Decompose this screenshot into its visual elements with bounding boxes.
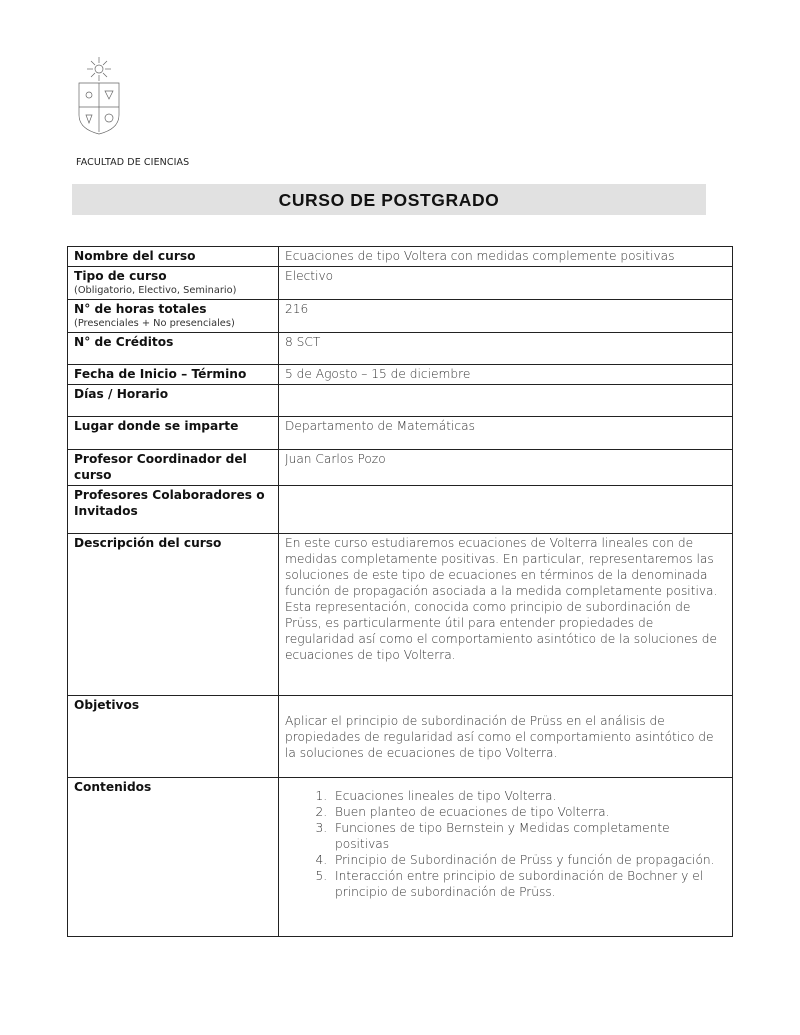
- row-label: Descripción del curso: [68, 534, 279, 696]
- table-row: [68, 333, 733, 365]
- table-row: [68, 417, 733, 450]
- list-item: 1. Ecuaciones lineales de tipo Volterra.: [331, 788, 726, 804]
- collaborators-value: [279, 486, 733, 534]
- table-row: [68, 385, 733, 417]
- schedule-value: [279, 385, 733, 417]
- course-type-value: Electivo: [279, 267, 733, 300]
- table-row: [68, 365, 733, 385]
- row-label: Días / Horario: [68, 385, 279, 417]
- table-row: [68, 534, 733, 696]
- page-title: CURSO DE POSTGRADO: [278, 190, 500, 210]
- university-seal-logo: [76, 55, 122, 135]
- row-label: Lugar donde se imparte: [68, 417, 279, 450]
- list-item: 5. Interacción entre principio de subordinación de Bochner y el principio de subordinación de Prüss.: [331, 868, 726, 900]
- row-label: Profesores Colaboradores o Invitados: [68, 486, 279, 534]
- list-item: 3. Funciones de tipo Bernstein y Medidas completamente positivas: [331, 820, 726, 852]
- table-row: [68, 300, 733, 333]
- table-row: [68, 778, 733, 937]
- objectives-value: Aplicar el principio de subordinación de Prüss en el análisis de propiedades de regularidad así como el comportamiento asintótico de la soluciones de ecuaciones de tipo Volterra.: [279, 696, 733, 778]
- row-label: N° de Créditos: [68, 333, 279, 365]
- course-name-value: Ecuaciones de tipo Voltera con medidas complemente positivas: [279, 247, 733, 267]
- row-label: Nombre del curso: [68, 247, 279, 267]
- table-row: [68, 696, 733, 778]
- list-item: 4. Principio de Subordinación de Prüss y función de propagación.: [331, 852, 726, 868]
- description-value: En este curso estudiaremos ecuaciones de Volterra lineales con de medidas completamente positivas. En particular, representaremos las soluciones de este tipo de ecuaciones en términos de la denominada función de propagación asociada a la medida completamente positiva. Esta representación, conocida como principio de subordinación de Prüss, es particularmente útil para entender propiedades de regularidad así como el comportamiento asintótico de la soluciones de ecuaciones de tipo Volterra.: [279, 534, 733, 696]
- row-label: Fecha de Inicio – Término: [68, 365, 279, 385]
- location-value: Departamento de Matemáticas: [279, 417, 733, 450]
- title-banner: [72, 184, 706, 215]
- contents-list: [285, 788, 726, 900]
- row-label: N° de horas totales (Presenciales + No presenciales): [68, 300, 279, 333]
- list-item: 2. Buen planteo de ecuaciones de tipo Volterra.: [331, 804, 726, 820]
- coordinator-value: Juan Carlos Pozo: [279, 450, 733, 486]
- total-hours-value: 216: [279, 300, 733, 333]
- table-row: [68, 247, 733, 267]
- row-label: Objetivos: [68, 696, 279, 778]
- row-label: Profesor Coordinador del curso: [68, 450, 279, 486]
- dates-value: 5 de Agosto – 15 de diciembre: [279, 365, 733, 385]
- credits-value: 8 SCT: [279, 333, 733, 365]
- row-label: Tipo de curso (Obligatorio, Electivo, Seminario): [68, 267, 279, 300]
- table-row: [68, 450, 733, 486]
- faculty-name: FACULTAD DE CIENCIAS: [76, 157, 190, 168]
- row-label: Contenidos: [68, 778, 279, 937]
- row-sublabel: (Obligatorio, Electivo, Seminario): [74, 285, 237, 296]
- course-info-table: [67, 246, 733, 937]
- row-sublabel: (Presenciales + No presenciales): [74, 318, 235, 329]
- table-row: [68, 267, 733, 300]
- contents-value: [279, 778, 733, 937]
- table-row: [68, 486, 733, 534]
